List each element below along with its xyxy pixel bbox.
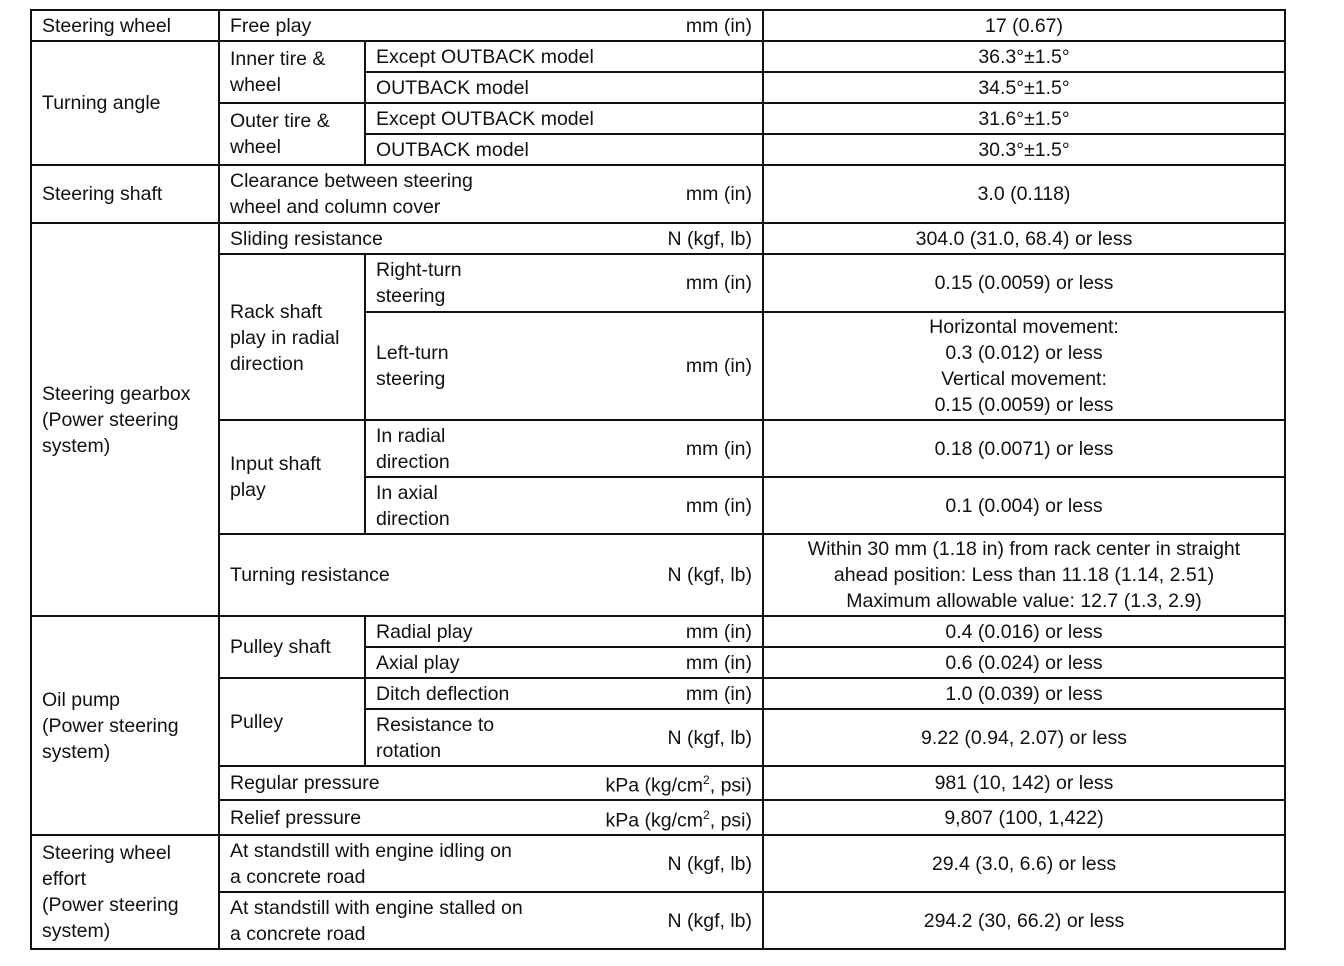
table-row — [31, 165, 1285, 223]
value-outer-except-outback: 31.6°±1.5° — [763, 103, 1285, 134]
value-resistance-to-rotation: 9.22 (0.94, 2.07) or less — [763, 709, 1285, 766]
value-sliding-resistance: 304.0 (31.0, 68.4) or less — [763, 223, 1285, 254]
item-inner-outback: OUTBACK model — [365, 72, 763, 103]
item-outer-outback: OUTBACK model — [365, 134, 763, 165]
item-turning-resistance: Turning resistance N (kgf, lb) — [219, 534, 763, 616]
table-row — [31, 892, 1285, 949]
sub-input-shaft-play: Input shaft play — [219, 420, 365, 534]
sub-rack-shaft-play: Rack shaft play in radial direction — [219, 254, 365, 420]
item-right-turn-steering: Right-turn steering mm (in) — [365, 254, 763, 312]
item-effort-stalled: At standstill with engine stalled on a concrete road N (kgf, lb) — [219, 892, 763, 949]
table-row — [31, 254, 1285, 312]
sub-outer-tire: Outer tire & wheel — [219, 103, 365, 165]
value-regular-pressure: 981 (10, 142) or less — [763, 766, 1285, 800]
value-free-play: 17 (0.67) — [763, 10, 1285, 41]
table-row — [31, 616, 1285, 647]
item-effort-idling: At standstill with engine idling on a concrete road N (kgf, lb) — [219, 835, 763, 892]
table-row — [31, 10, 1285, 41]
value-outer-outback: 30.3°±1.5° — [763, 134, 1285, 165]
table-row — [31, 534, 1285, 616]
sub-inner-tire: Inner tire & wheel — [219, 41, 365, 103]
category-steering-wheel: Steering wheel — [31, 10, 219, 41]
value-turning-resistance: Within 30 mm (1.18 in) from rack center in straight ahead position: Less than 11.18 (1.14, 2.51) Maximum allowable value: 12.7 (1.3, 2.9) — [763, 534, 1285, 616]
item-ditch-deflection: Ditch deflection mm (in) — [365, 678, 763, 709]
steering-spec-table — [30, 9, 1286, 950]
table-row — [31, 41, 1285, 72]
value-input-radial: 0.18 (0.0071) or less — [763, 420, 1285, 477]
category-turning-angle: Turning angle — [31, 41, 219, 165]
table-row — [31, 420, 1285, 477]
value-inner-outback: 34.5°±1.5° — [763, 72, 1285, 103]
item-axial-play: Axial play mm (in) — [365, 647, 763, 678]
item-input-axial: In axial direction mm (in) — [365, 477, 763, 534]
table-row — [31, 103, 1285, 134]
item-column-clearance: Clearance between steering wheel and column cover mm (in) — [219, 165, 763, 223]
value-column-clearance: 3.0 (0.118) — [763, 165, 1285, 223]
item-input-radial: In radial direction mm (in) — [365, 420, 763, 477]
item-relief-pressure: Relief pressure kPa ($kg/cm^2$, psi) — [219, 800, 763, 835]
table-row — [31, 223, 1285, 254]
sub-pulley-shaft: Pulley shaft — [219, 616, 365, 678]
table-row — [31, 835, 1285, 892]
value-relief-pressure: 9,807 (100, 1,422) — [763, 800, 1285, 835]
value-axial-play: 0.6 (0.024) or less — [763, 647, 1285, 678]
item-resistance-to-rotation: Resistance to rotation N (kgf, lb) — [365, 709, 763, 766]
value-right-turn-steering: 0.15 (0.0059) or less — [763, 254, 1285, 312]
table-row — [31, 678, 1285, 709]
item-free-play: Free play mm (in) — [219, 10, 763, 41]
category-steering-shaft: Steering shaft — [31, 165, 219, 223]
value-radial-play: 0.4 (0.016) or less — [763, 616, 1285, 647]
spec-table-container — [30, 9, 1284, 950]
table-row — [31, 766, 1285, 800]
value-inner-except-outback: 36.3°±1.5° — [763, 41, 1285, 72]
item-regular-pressure: Regular pressure kPa ($kg/cm^2$, psi) — [219, 766, 763, 800]
item-inner-except-outback: Except OUTBACK model — [365, 41, 763, 72]
table-row — [31, 800, 1285, 835]
item-sliding-resistance: Sliding resistance N (kgf, lb) — [219, 223, 763, 254]
item-left-turn-steering: Left-turn steering mm (in) — [365, 312, 763, 420]
category-oil-pump: Oil pump (Power steering system) — [31, 616, 219, 835]
item-outer-except-outback: Except OUTBACK model — [365, 103, 763, 134]
value-effort-stalled: 294.2 (30, 66.2) or less — [763, 892, 1285, 949]
value-input-axial: 0.1 (0.004) or less — [763, 477, 1285, 534]
value-left-turn-steering: Horizontal movement: 0.3 (0.012) or less Vertical movement: 0.15 (0.0059) or less — [763, 312, 1285, 420]
category-steering-gearbox: Steering gearbox (Power steering system) — [31, 223, 219, 616]
value-ditch-deflection: 1.0 (0.039) or less — [763, 678, 1285, 709]
sub-pulley: Pulley — [219, 678, 365, 766]
category-steering-wheel-effort: Steering wheel effort (Power steering system) — [31, 835, 219, 949]
value-effort-idling: 29.4 (3.0, 6.6) or less — [763, 835, 1285, 892]
item-radial-play: Radial play mm (in) — [365, 616, 763, 647]
